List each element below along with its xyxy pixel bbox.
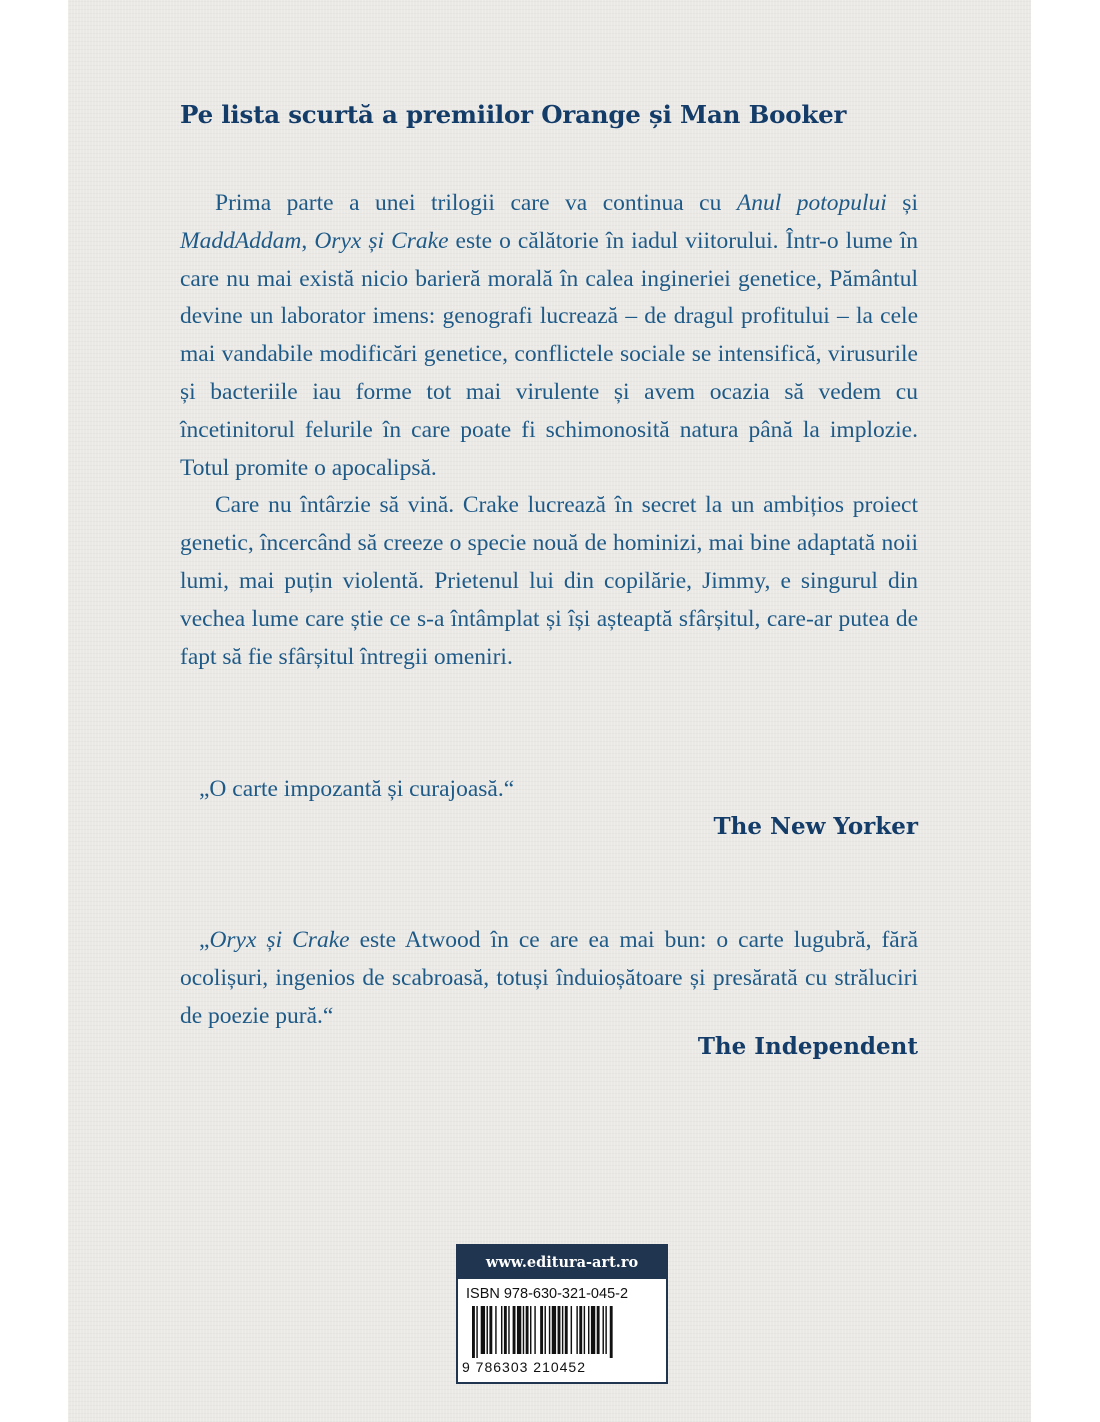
- barcode-bar: [571, 1306, 572, 1354]
- barcode-bar: [534, 1306, 535, 1354]
- barcode-bar: [517, 1306, 521, 1354]
- book-title: MaddAddam: [180, 227, 302, 254]
- barcode-bar: [513, 1306, 516, 1354]
- publisher-url: www.editura-art.ro: [458, 1246, 666, 1279]
- barcode-bar: [481, 1306, 485, 1354]
- barcode-bar: [508, 1306, 509, 1354]
- barcode-bar: [576, 1306, 577, 1354]
- blurb: [180, 185, 918, 676]
- barcode-bar: [549, 1306, 550, 1354]
- barcode-icon: [472, 1306, 656, 1358]
- barcode-bar: [584, 1306, 585, 1354]
- barcode-bar: [504, 1306, 507, 1354]
- book-title: Anul potopului: [736, 190, 887, 216]
- barcode-bar: [545, 1306, 546, 1354]
- barcode-bar: [610, 1306, 613, 1358]
- barcode-bar: [597, 1306, 600, 1354]
- barcode-bar: [605, 1306, 606, 1354]
- barcode-block: [456, 1244, 668, 1384]
- blurb-paragraph-1: Prima parte a unei trilogii care va continua cu Anul potopului și MaddAddam, Oryx și Crake este o călătorie în iadul viitorului. Într-o lume în care nu mai există nicio barieră morală în calea ingineriei genetice, Pământul devine un laborator imens: genografi lucrează – de dragul profitului – la cele mai vandabile modificări genetice, conflictele sociale se intensifică, virusurile și bacteriile iau forme tot mai virulente și avem ocazia să vedem cu încetinitorul felurile în care poate fi schimonosită natura până la implozie. Totul promite o apocalipsă.: [180, 190, 918, 481]
- barcode-bar: [562, 1306, 563, 1354]
- barcode-bar: [540, 1306, 543, 1354]
- blurb-paragraph-2: Care nu întârzie să vină. Crake lucrează în secret la un ambițios proiect genetic, încercând să creeze o specie nouă de hominizi, mai bine adaptată noii lumi, mai puțin violentă. Prietenul lui din copilărie, Jimmy, e singurul din vechea lume care știe ce s-a întâmplat și își așteaptă sfârșitul, care-ar putea de fapt să fie sfârșitul întregii omeniri.: [180, 492, 918, 670]
- barcode-bar: [495, 1306, 496, 1354]
- review-source: The Independent: [697, 1033, 918, 1060]
- barcode-digits: 9 786303 210452: [462, 1359, 586, 1375]
- barcode-bar: [501, 1306, 502, 1354]
- barcode-bar: [565, 1306, 568, 1354]
- barcode-bar: [552, 1306, 556, 1354]
- barcode-bar: [526, 1306, 529, 1354]
- barcode-bar: [603, 1306, 604, 1354]
- review-quote: „O carte impozantă și curajoasă.“: [199, 776, 515, 802]
- barcode-bar: [476, 1306, 477, 1358]
- barcode-bar: [472, 1306, 475, 1358]
- barcode-bar: [558, 1306, 561, 1354]
- review-source: The New Yorker: [713, 813, 918, 840]
- barcode-bar: [523, 1306, 524, 1354]
- barcode-bar: [579, 1306, 582, 1354]
- review-quote: „Oryx și Crake este Atwood în ce are ea mai bun: o carte lugubră, fără ocolișuri, ingenios de scabroasă, totuși înduioșătoare și presărată cu străluciri de poezie pură.“: [180, 927, 918, 1029]
- barcode-bar: [489, 1306, 492, 1354]
- isbn-label: ISBN 978-630-321-045-2: [466, 1286, 629, 1302]
- book-title: Oryx și Crake: [314, 227, 449, 254]
- barcode-bar: [487, 1306, 488, 1354]
- barcode-bar: [530, 1306, 531, 1354]
- barcode-bar: [591, 1306, 595, 1354]
- barcode-bar: [588, 1306, 589, 1354]
- book-title: Oryx și Crake: [209, 927, 350, 953]
- headline: Pe lista scurtă a premiilor Orange și Man Booker: [180, 100, 847, 129]
